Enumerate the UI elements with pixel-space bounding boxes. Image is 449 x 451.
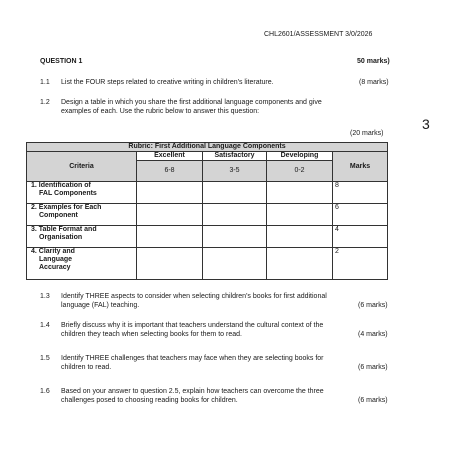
answer-cell <box>203 204 267 226</box>
q15-number: 1.5 <box>40 355 50 362</box>
criterion-cell <box>27 204 137 226</box>
marks-cell: 2 <box>333 248 388 280</box>
level-developing: Developing <box>267 152 333 161</box>
criterion-line: Language <box>39 256 73 263</box>
range-excellent: 6-8 <box>137 161 203 182</box>
q16-line2: challenges posed to choosing reading books for children. <box>61 397 238 404</box>
document-code: CHL2601/ASSESSMENT 3/0/2026 <box>264 31 373 38</box>
q14-number: 1.4 <box>40 322 50 329</box>
answer-cell <box>137 248 203 280</box>
range-satisfactory: 3-5 <box>203 161 267 182</box>
q16-line1: Based on your answer to question 2.5, explain how teachers can overcome the three <box>61 388 324 395</box>
rubric-table <box>26 142 388 280</box>
criteria-header: Criteria <box>27 152 137 182</box>
q11-number: 1.1 <box>40 79 50 86</box>
table-row <box>27 182 388 204</box>
q12-marks: (20 marks) <box>350 130 384 137</box>
q15-line1: Identify THREE challenges that teachers may face when they are selecting books for <box>61 355 324 362</box>
rubric-title: Rubric: First Additional Language Components <box>27 143 388 152</box>
criterion-line: 4. Clarity and <box>31 248 75 255</box>
answer-cell <box>203 226 267 248</box>
q15-marks: (6 marks) <box>358 364 388 371</box>
answer-cell <box>203 248 267 280</box>
q13-marks: (6 marks) <box>358 302 388 309</box>
q13-number: 1.3 <box>40 293 50 300</box>
criterion-line: Organisation <box>39 234 83 241</box>
criterion-cell <box>27 248 137 280</box>
marks-cell: 4 <box>333 226 388 248</box>
answer-cell <box>203 182 267 204</box>
q14-line1: Briefly discuss why it is important that teachers understand the cultural context of the <box>61 322 324 329</box>
answer-cell <box>137 226 203 248</box>
q11-text: List the FOUR steps related to creative writing in children's literature. <box>61 79 274 86</box>
criterion-line: 2. Examples for Each <box>31 204 102 211</box>
q14-line2: children they teach when selecting books for them to read. <box>61 331 242 338</box>
criterion-cell <box>27 182 137 204</box>
answer-cell <box>137 204 203 226</box>
criterion-line: 3. Table Format and <box>31 226 97 233</box>
table-row <box>27 226 388 248</box>
table-row <box>27 248 388 280</box>
marks-header: Marks <box>333 152 388 182</box>
range-developing: 0-2 <box>267 161 333 182</box>
answer-cell <box>267 182 333 204</box>
criterion-line: Accuracy <box>39 264 71 271</box>
q12-line2: examples of each. Use the rubric below to answer this question: <box>61 108 260 115</box>
marks-cell: 6 <box>333 204 388 226</box>
table-row <box>27 204 388 226</box>
q13-line2: language (FAL) teaching. <box>61 302 140 309</box>
criterion-cell <box>27 226 137 248</box>
answer-cell <box>267 248 333 280</box>
question-title: QUESTION 1 <box>40 58 83 65</box>
answer-cell <box>137 182 203 204</box>
answer-cell <box>267 226 333 248</box>
level-excellent: Excellent <box>137 152 203 161</box>
q13-line1: Identify THREE aspects to consider when selecting children's books for first additional <box>61 293 327 300</box>
q16-number: 1.6 <box>40 388 50 395</box>
q14-marks: (4 marks) <box>358 331 388 338</box>
criterion-line: FAL Components <box>39 190 97 197</box>
criterion-line: 1. Identification of <box>31 182 91 189</box>
page-number: 3 <box>422 116 430 132</box>
question-total-marks: 50 marks) <box>357 58 390 65</box>
q12-line1: Design a table in which you share the first additional language components and give <box>61 99 322 106</box>
q12-number: 1.2 <box>40 99 50 106</box>
level-satisfactory: Satisfactory <box>203 152 267 161</box>
marks-cell: 8 <box>333 182 388 204</box>
criterion-line: Component <box>39 212 78 219</box>
q11-marks: (8 marks) <box>359 79 389 86</box>
q15-line2: children to read. <box>61 364 112 371</box>
answer-cell <box>267 204 333 226</box>
q16-marks: (6 marks) <box>358 397 388 404</box>
